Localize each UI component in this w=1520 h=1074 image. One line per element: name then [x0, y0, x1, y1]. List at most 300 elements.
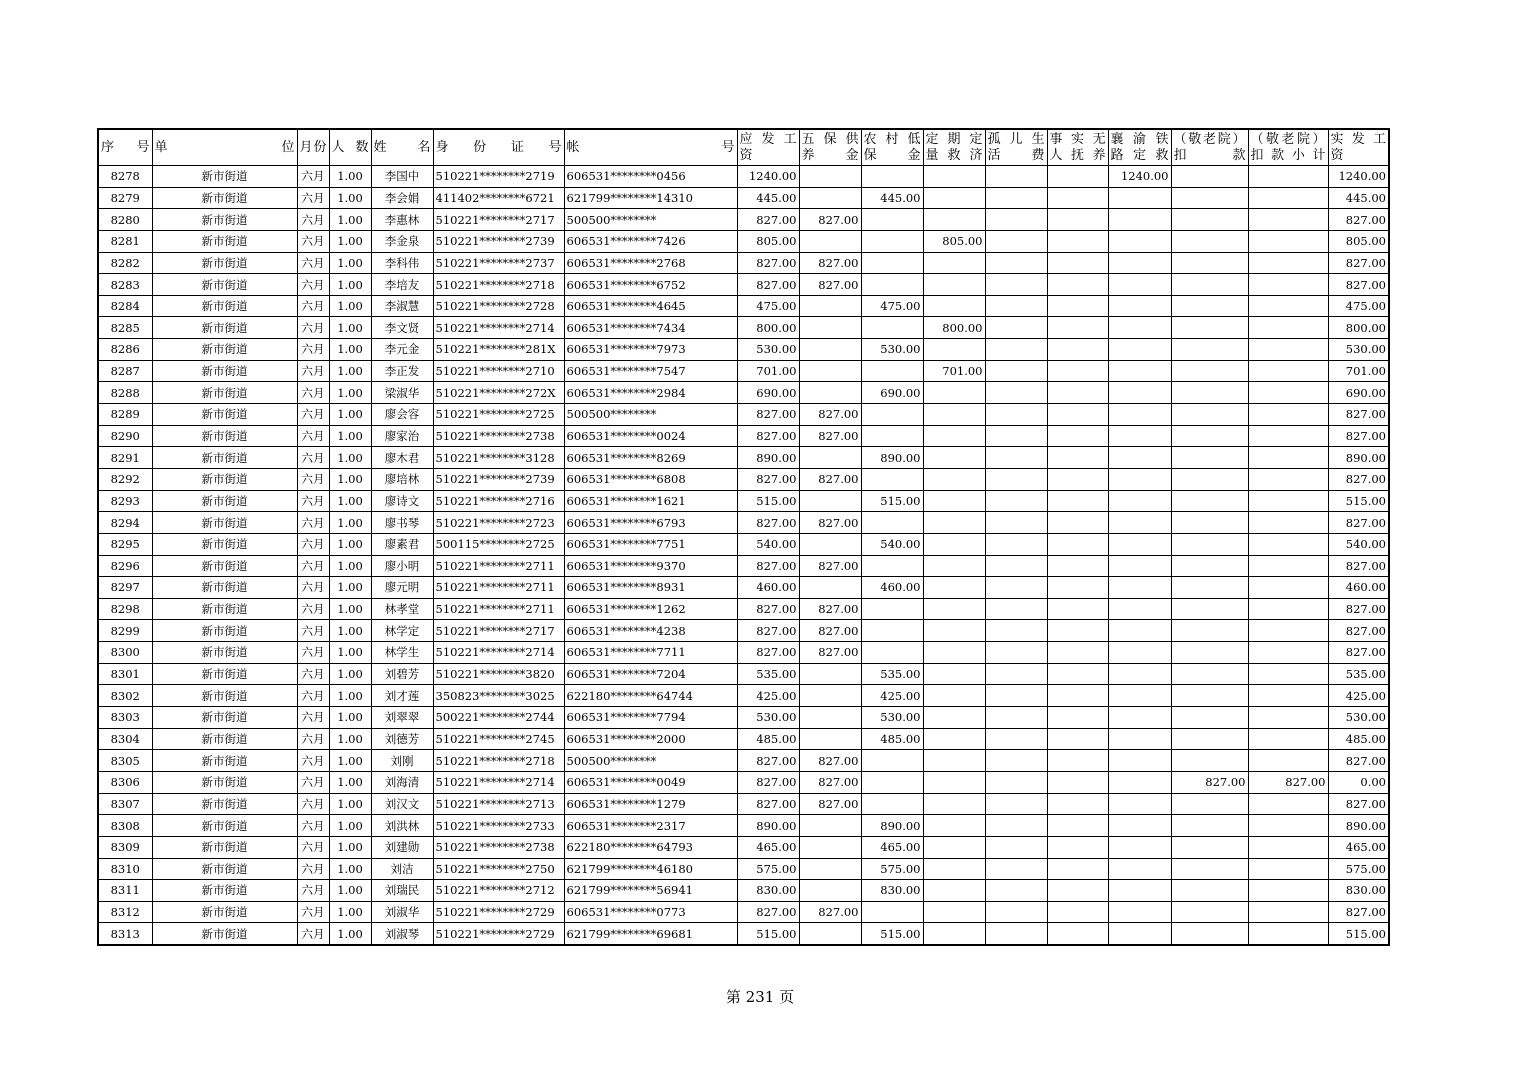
cell-month: 六月	[297, 836, 329, 858]
cell-deduct-subtotal	[1248, 382, 1328, 404]
cell-count: 1.00	[329, 663, 371, 685]
cell-deduct-subtotal	[1248, 901, 1328, 923]
cell-deduct-subtotal	[1248, 707, 1328, 729]
cell-count: 1.00	[329, 577, 371, 599]
cell-guer	[985, 252, 1047, 274]
cell-seq: 8305	[98, 750, 152, 772]
cell-actual-pay: 540.00	[1328, 533, 1389, 555]
cell-xiangyu	[1108, 663, 1171, 685]
cell-unit: 新市街道	[152, 317, 297, 339]
cell-deduct	[1171, 339, 1248, 361]
cell-actual-pay: 890.00	[1328, 447, 1389, 469]
cell-unit: 新市街道	[152, 620, 297, 642]
cell-dibao	[861, 360, 923, 382]
cell-deduct	[1171, 425, 1248, 447]
cell-deduct-subtotal	[1248, 815, 1328, 837]
cell-seq: 8281	[98, 230, 152, 252]
cell-name: 廖小明	[371, 555, 433, 577]
cell-id-number: 510221********2718	[433, 750, 564, 772]
header-deduct	[1171, 129, 1248, 166]
cell-month: 六月	[297, 598, 329, 620]
cell-account-number: 621799********56941	[564, 880, 737, 902]
cell-dibao: 535.00	[861, 663, 923, 685]
cell-guer	[985, 533, 1047, 555]
cell-id-number: 510221********2738	[433, 425, 564, 447]
cell-id-number: 510221********2728	[433, 295, 564, 317]
cell-month: 六月	[297, 252, 329, 274]
cell-payable: 701.00	[737, 360, 799, 382]
cell-xiangyu	[1108, 490, 1171, 512]
cell-seq: 8298	[98, 598, 152, 620]
cell-shishi	[1047, 901, 1108, 923]
cell-xiangyu	[1108, 317, 1171, 339]
cell-name: 廖培林	[371, 468, 433, 490]
cell-xiangyu	[1108, 707, 1171, 729]
cell-payable: 827.00	[737, 901, 799, 923]
cell-account-number: 606531********7426	[564, 230, 737, 252]
cell-dingqi	[923, 447, 985, 469]
cell-unit: 新市街道	[152, 209, 297, 231]
cell-dingqi	[923, 663, 985, 685]
cell-month: 六月	[297, 339, 329, 361]
cell-id-number: 510221********2733	[433, 815, 564, 837]
cell-guer	[985, 577, 1047, 599]
header-deduct_sub	[1248, 129, 1328, 166]
cell-dibao: 485.00	[861, 728, 923, 750]
cell-account-number: 606531********0773	[564, 901, 737, 923]
payroll-table	[97, 128, 1390, 946]
cell-wubao: 827.00	[799, 793, 861, 815]
cell-deduct-subtotal: 827.00	[1248, 771, 1328, 793]
header-account	[564, 129, 737, 166]
cell-seq: 8278	[98, 166, 152, 188]
cell-shishi	[1047, 274, 1108, 296]
cell-account-number: 606531********6808	[564, 468, 737, 490]
table-row	[98, 555, 1389, 577]
cell-unit: 新市街道	[152, 577, 297, 599]
cell-name: 刘海清	[371, 771, 433, 793]
cell-deduct-subtotal	[1248, 598, 1328, 620]
cell-month: 六月	[297, 880, 329, 902]
cell-name: 刘才莲	[371, 685, 433, 707]
table-row	[98, 858, 1389, 880]
cell-name: 廖元明	[371, 577, 433, 599]
cell-deduct	[1171, 750, 1248, 772]
cell-count: 1.00	[329, 533, 371, 555]
table-row	[98, 360, 1389, 382]
cell-shishi	[1047, 490, 1108, 512]
cell-wubao: 827.00	[799, 404, 861, 426]
cell-account-number: 606531********2000	[564, 728, 737, 750]
cell-dibao	[861, 230, 923, 252]
cell-deduct-subtotal	[1248, 404, 1328, 426]
cell-name: 林学生	[371, 642, 433, 664]
cell-month: 六月	[297, 274, 329, 296]
cell-unit: 新市街道	[152, 555, 297, 577]
cell-count: 1.00	[329, 923, 371, 945]
cell-dibao	[861, 512, 923, 534]
cell-name: 李惠林	[371, 209, 433, 231]
cell-seq: 8280	[98, 209, 152, 231]
cell-actual-pay: 800.00	[1328, 317, 1389, 339]
cell-deduct-subtotal	[1248, 923, 1328, 945]
cell-xiangyu	[1108, 815, 1171, 837]
cell-wubao	[799, 685, 861, 707]
table-row	[98, 685, 1389, 707]
cell-seq: 8310	[98, 858, 152, 880]
cell-dingqi	[923, 598, 985, 620]
cell-deduct-subtotal	[1248, 468, 1328, 490]
cell-dingqi	[923, 252, 985, 274]
table-row	[98, 707, 1389, 729]
header-dingqi	[923, 129, 985, 166]
table-row	[98, 252, 1389, 274]
cell-account-number: 606531********7711	[564, 642, 737, 664]
table-row	[98, 209, 1389, 231]
cell-actual-pay: 827.00	[1328, 209, 1389, 231]
cell-actual-pay: 690.00	[1328, 382, 1389, 404]
cell-unit: 新市街道	[152, 425, 297, 447]
cell-count: 1.00	[329, 815, 371, 837]
cell-unit: 新市街道	[152, 360, 297, 382]
table-row	[98, 295, 1389, 317]
cell-id-number: 510221********2717	[433, 620, 564, 642]
header-shishi	[1047, 129, 1108, 166]
header-name-line: 姓 名	[373, 139, 431, 155]
cell-shishi	[1047, 923, 1108, 945]
cell-wubao	[799, 923, 861, 945]
cell-actual-pay: 0.00	[1328, 771, 1389, 793]
cell-wubao: 827.00	[799, 771, 861, 793]
cell-wubao	[799, 339, 861, 361]
header-wubao-line: 五保供	[801, 131, 859, 147]
cell-unit: 新市街道	[152, 685, 297, 707]
cell-guer	[985, 685, 1047, 707]
cell-dibao	[861, 166, 923, 188]
cell-month: 六月	[297, 209, 329, 231]
cell-shishi	[1047, 728, 1108, 750]
cell-seq: 8285	[98, 317, 152, 339]
cell-actual-pay: 475.00	[1328, 295, 1389, 317]
header-payable-line: 资	[739, 147, 753, 163]
cell-guer	[985, 707, 1047, 729]
cell-account-number: 606531********4645	[564, 295, 737, 317]
cell-deduct-subtotal	[1248, 793, 1328, 815]
cell-guer	[985, 512, 1047, 534]
cell-deduct	[1171, 707, 1248, 729]
cell-name: 刘洪林	[371, 815, 433, 837]
cell-id-number: 510221********2714	[433, 642, 564, 664]
cell-name: 李科伟	[371, 252, 433, 274]
cell-guer	[985, 555, 1047, 577]
cell-seq: 8286	[98, 339, 152, 361]
cell-month: 六月	[297, 382, 329, 404]
cell-id-number: 510221********2714	[433, 317, 564, 339]
cell-id-number: 510221********3128	[433, 447, 564, 469]
cell-xiangyu	[1108, 533, 1171, 555]
cell-payable: 445.00	[737, 187, 799, 209]
cell-xiangyu	[1108, 642, 1171, 664]
cell-count: 1.00	[329, 252, 371, 274]
cell-count: 1.00	[329, 166, 371, 188]
cell-actual-pay: 485.00	[1328, 728, 1389, 750]
cell-deduct	[1171, 836, 1248, 858]
cell-deduct-subtotal	[1248, 230, 1328, 252]
cell-deduct	[1171, 728, 1248, 750]
cell-shishi	[1047, 187, 1108, 209]
cell-account-number: 606531********7204	[564, 663, 737, 685]
cell-guer	[985, 836, 1047, 858]
cell-month: 六月	[297, 512, 329, 534]
cell-dibao	[861, 620, 923, 642]
cell-deduct-subtotal	[1248, 490, 1328, 512]
cell-name: 李国中	[371, 166, 433, 188]
cell-month: 六月	[297, 577, 329, 599]
cell-dingqi	[923, 685, 985, 707]
cell-guer	[985, 815, 1047, 837]
cell-name: 刘建勋	[371, 836, 433, 858]
cell-shishi	[1047, 685, 1108, 707]
cell-account-number: 621799********14310	[564, 187, 737, 209]
cell-id-number: 500221********2744	[433, 707, 564, 729]
cell-name: 廖木君	[371, 447, 433, 469]
cell-wubao: 827.00	[799, 209, 861, 231]
cell-shishi	[1047, 836, 1108, 858]
cell-wubao	[799, 187, 861, 209]
cell-count: 1.00	[329, 468, 371, 490]
cell-name: 李会娟	[371, 187, 433, 209]
header-xiangyu-line: 襄渝铁	[1110, 131, 1169, 147]
cell-shishi	[1047, 252, 1108, 274]
cell-unit: 新市街道	[152, 880, 297, 902]
cell-id-number: 510221********2711	[433, 598, 564, 620]
cell-id-number: 510221********3820	[433, 663, 564, 685]
cell-payable: 800.00	[737, 317, 799, 339]
cell-shishi	[1047, 880, 1108, 902]
header-dibao	[861, 129, 923, 166]
cell-dingqi	[923, 533, 985, 555]
cell-account-number: 606531********0049	[564, 771, 737, 793]
header-unit-line: 单 位	[154, 139, 295, 155]
table-header	[98, 129, 1389, 166]
cell-shishi	[1047, 663, 1108, 685]
cell-month: 六月	[297, 815, 329, 837]
cell-guer	[985, 598, 1047, 620]
cell-actual-pay: 827.00	[1328, 901, 1389, 923]
cell-seq: 8288	[98, 382, 152, 404]
cell-unit: 新市街道	[152, 339, 297, 361]
cell-guer	[985, 230, 1047, 252]
cell-xiangyu	[1108, 382, 1171, 404]
cell-month: 六月	[297, 793, 329, 815]
cell-payable: 535.00	[737, 663, 799, 685]
cell-deduct	[1171, 230, 1248, 252]
cell-id-number: 510221********281X	[433, 339, 564, 361]
cell-count: 1.00	[329, 880, 371, 902]
table-row	[98, 425, 1389, 447]
cell-shishi	[1047, 620, 1108, 642]
cell-payable: 515.00	[737, 490, 799, 512]
cell-wubao: 827.00	[799, 555, 861, 577]
cell-deduct	[1171, 793, 1248, 815]
cell-wubao: 827.00	[799, 252, 861, 274]
cell-wubao	[799, 490, 861, 512]
cell-count: 1.00	[329, 836, 371, 858]
cell-account-number: 606531********6793	[564, 512, 737, 534]
header-payable-line: 应发工	[739, 131, 797, 147]
cell-wubao	[799, 858, 861, 880]
cell-dingqi	[923, 750, 985, 772]
cell-name: 廖会容	[371, 404, 433, 426]
cell-deduct-subtotal	[1248, 836, 1328, 858]
table-row	[98, 923, 1389, 945]
cell-payable: 475.00	[737, 295, 799, 317]
cell-shishi	[1047, 339, 1108, 361]
cell-seq: 8301	[98, 663, 152, 685]
cell-wubao	[799, 317, 861, 339]
cell-month: 六月	[297, 425, 329, 447]
cell-name: 李培友	[371, 274, 433, 296]
cell-name: 刘翠翠	[371, 707, 433, 729]
cell-month: 六月	[297, 685, 329, 707]
cell-seq: 8295	[98, 533, 152, 555]
cell-month: 六月	[297, 166, 329, 188]
cell-xiangyu	[1108, 468, 1171, 490]
cell-deduct: 827.00	[1171, 771, 1248, 793]
cell-account-number: 606531********1262	[564, 598, 737, 620]
cell-dibao: 445.00	[861, 187, 923, 209]
cell-id-number: 510221********2745	[433, 728, 564, 750]
header-seq	[98, 129, 152, 166]
cell-unit: 新市街道	[152, 166, 297, 188]
cell-deduct-subtotal	[1248, 555, 1328, 577]
cell-deduct	[1171, 880, 1248, 902]
cell-deduct	[1171, 815, 1248, 837]
cell-deduct	[1171, 642, 1248, 664]
cell-wubao: 827.00	[799, 901, 861, 923]
cell-wubao	[799, 533, 861, 555]
table-row	[98, 901, 1389, 923]
table-row	[98, 620, 1389, 642]
cell-actual-pay: 530.00	[1328, 339, 1389, 361]
cell-actual-pay: 827.00	[1328, 425, 1389, 447]
cell-deduct-subtotal	[1248, 274, 1328, 296]
cell-dibao: 890.00	[861, 815, 923, 837]
cell-payable: 515.00	[737, 923, 799, 945]
cell-actual-pay: 827.00	[1328, 620, 1389, 642]
cell-month: 六月	[297, 750, 329, 772]
cell-seq: 8309	[98, 836, 152, 858]
cell-id-number: 510221********2750	[433, 858, 564, 880]
cell-unit: 新市街道	[152, 382, 297, 404]
cell-xiangyu	[1108, 771, 1171, 793]
cell-account-number: 606531********7751	[564, 533, 737, 555]
cell-shishi	[1047, 707, 1108, 729]
cell-name: 刘淑琴	[371, 923, 433, 945]
cell-guer	[985, 187, 1047, 209]
cell-id-number: 510221********2717	[433, 209, 564, 231]
header-name	[371, 129, 433, 166]
cell-shishi	[1047, 771, 1108, 793]
cell-id-number: 350823********3025	[433, 685, 564, 707]
cell-dingqi	[923, 620, 985, 642]
cell-dingqi: 701.00	[923, 360, 985, 382]
cell-guer	[985, 360, 1047, 382]
cell-dibao: 460.00	[861, 577, 923, 599]
cell-wubao: 827.00	[799, 468, 861, 490]
cell-count: 1.00	[329, 230, 371, 252]
cell-month: 六月	[297, 663, 329, 685]
table-row	[98, 642, 1389, 664]
cell-month: 六月	[297, 230, 329, 252]
cell-deduct-subtotal	[1248, 447, 1328, 469]
cell-count: 1.00	[329, 447, 371, 469]
cell-payable: 805.00	[737, 230, 799, 252]
cell-deduct	[1171, 317, 1248, 339]
header-xiangyu	[1108, 129, 1171, 166]
cell-payable: 530.00	[737, 707, 799, 729]
cell-account-number: 606531********2984	[564, 382, 737, 404]
cell-dibao: 425.00	[861, 685, 923, 707]
cell-count: 1.00	[329, 750, 371, 772]
cell-seq: 8294	[98, 512, 152, 534]
cell-seq: 8291	[98, 447, 152, 469]
cell-name: 廖家治	[371, 425, 433, 447]
header-shishi-line: 人抚养	[1049, 147, 1106, 163]
cell-wubao	[799, 663, 861, 685]
cell-unit: 新市街道	[152, 187, 297, 209]
cell-wubao: 827.00	[799, 512, 861, 534]
header-shishi-line: 事实无	[1049, 131, 1106, 147]
cell-name: 李淑慧	[371, 295, 433, 317]
cell-id-number: 510221********272X	[433, 382, 564, 404]
cell-month: 六月	[297, 468, 329, 490]
cell-unit: 新市街道	[152, 771, 297, 793]
cell-guer	[985, 404, 1047, 426]
cell-payable: 827.00	[737, 512, 799, 534]
cell-id-number: 510221********2711	[433, 555, 564, 577]
cell-unit: 新市街道	[152, 750, 297, 772]
cell-month: 六月	[297, 317, 329, 339]
cell-xiangyu	[1108, 447, 1171, 469]
cell-dibao	[861, 209, 923, 231]
cell-dibao: 540.00	[861, 533, 923, 555]
cell-shishi	[1047, 533, 1108, 555]
cell-deduct	[1171, 598, 1248, 620]
cell-shishi	[1047, 295, 1108, 317]
header-seq-line: 序 号	[101, 139, 150, 155]
cell-account-number: 606531********7973	[564, 339, 737, 361]
header-count	[329, 129, 371, 166]
cell-shishi	[1047, 598, 1108, 620]
cell-payable: 827.00	[737, 209, 799, 231]
cell-xiangyu	[1108, 360, 1171, 382]
cell-xiangyu	[1108, 858, 1171, 880]
cell-xiangyu	[1108, 425, 1171, 447]
page-number: 第 231 页	[725, 988, 795, 1006]
cell-count: 1.00	[329, 620, 371, 642]
cell-id-number: 510221********2714	[433, 771, 564, 793]
cell-account-number: 606531********7434	[564, 317, 737, 339]
cell-account-number: 500500********	[564, 404, 737, 426]
table-row	[98, 512, 1389, 534]
cell-deduct-subtotal	[1248, 663, 1328, 685]
cell-dibao	[861, 252, 923, 274]
cell-id-number: 500115********2725	[433, 533, 564, 555]
cell-shishi	[1047, 230, 1108, 252]
cell-payable: 530.00	[737, 339, 799, 361]
cell-unit: 新市街道	[152, 642, 297, 664]
